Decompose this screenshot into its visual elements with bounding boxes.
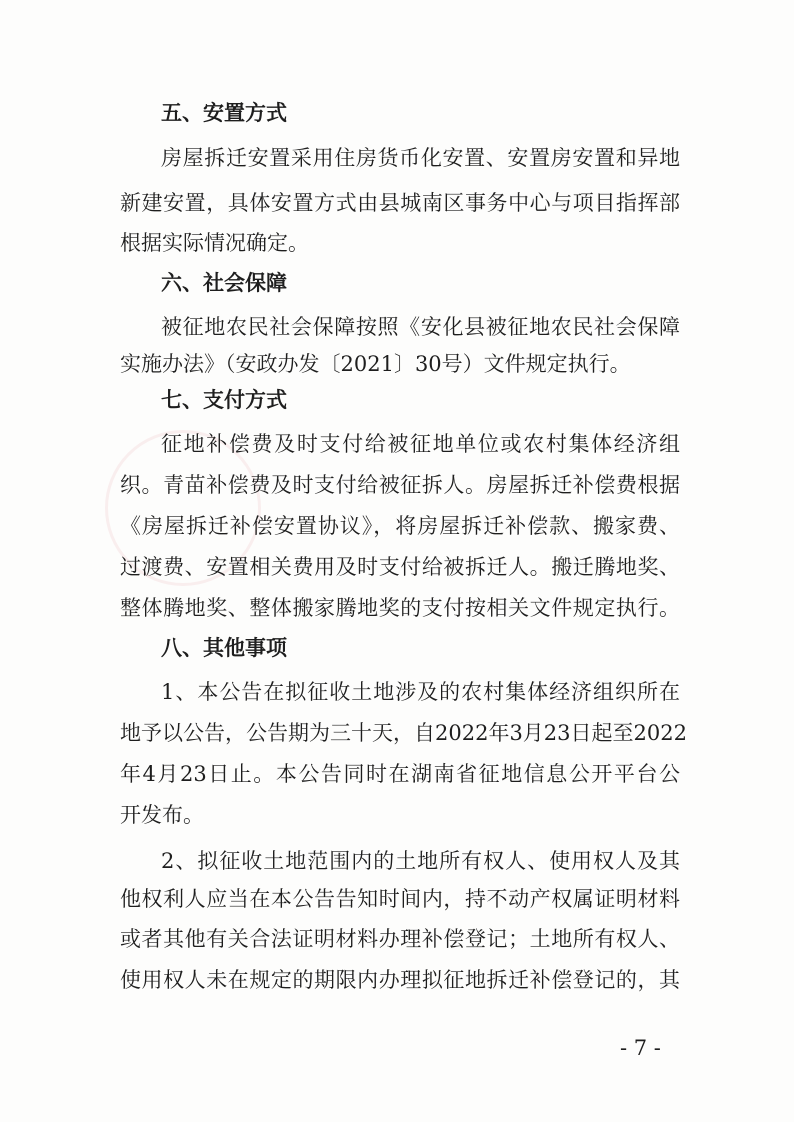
- paragraph-line: 征地补偿费及时支付给被征地单位或农村集体经济组: [161, 432, 680, 456]
- page-number: - 7 -: [620, 1036, 661, 1060]
- paragraph-line: 《房屋拆迁补偿安置协议》，将房屋拆迁补偿款、搬家费、: [120, 514, 680, 538]
- paragraph-line: 1、本公告在拟征收土地涉及的农村集体经济组织所在: [161, 680, 680, 704]
- paragraph-line: 房屋拆迁安置采用住房货币化安置、安置房安置和异地: [161, 146, 680, 170]
- paragraph-line: 地予以公告，公告期为三十天，自2022年3月23日起至2022: [120, 721, 687, 745]
- paragraph-line: 2、拟征收土地范围内的土地所有权人、使用权人及其: [161, 849, 680, 873]
- section-heading-8: 八、其他事项: [161, 636, 287, 660]
- paragraph-line: 根据实际情况确定。: [120, 231, 309, 255]
- section-heading-5: 五、安置方式: [161, 101, 287, 125]
- paragraph-line: 他权利人应当在本公告告知时间内，持不动产权属证明材料: [120, 887, 680, 911]
- paragraph-line: 被征地农民社会保障按照《安化县被征地农民社会保障: [161, 315, 680, 339]
- paragraph-line: 使用权人未在规定的期限内办理拟征地拆迁补偿登记的，其: [120, 968, 680, 992]
- paragraph-line: 过渡费、安置相关费用及时支付给被拆迁人。搬迁腾地奖、: [120, 555, 680, 579]
- paragraph-line: 整体腾地奖、整体搬家腾地奖的支付按相关文件规定执行。: [120, 596, 680, 620]
- paragraph-line: 新建安置，具体安置方式由县城南区事务中心与项目指挥部: [120, 191, 680, 215]
- paragraph-line: 实施办法》（安政办发〔2021〕30号）文件规定执行。: [120, 352, 631, 376]
- paragraph-line: 开发布。: [120, 803, 204, 827]
- section-heading-6: 六、社会保障: [161, 271, 287, 295]
- paragraph-line: 或者其他有关合法证明材料办理补偿登记；土地所有权人、: [120, 927, 680, 951]
- paragraph-line: 年4月23日止。本公告同时在湖南省征地信息公开平台公: [120, 762, 680, 786]
- paragraph-line: 织。青苗补偿费及时支付给被征拆人。房屋拆迁补偿费根据: [120, 473, 680, 497]
- section-heading-7: 七、支付方式: [161, 388, 287, 412]
